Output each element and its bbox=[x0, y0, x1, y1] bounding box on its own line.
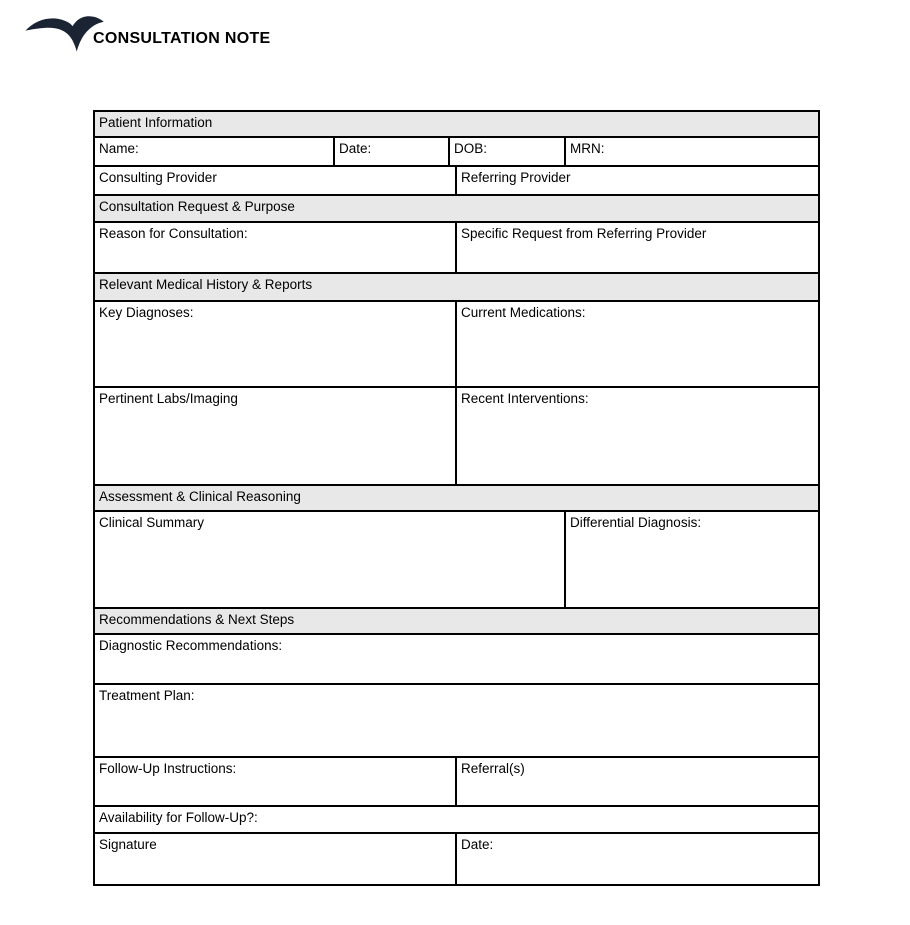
field-follow-up-instructions[interactable] bbox=[94, 757, 456, 806]
treatment-plan-label: Treatment Plan: bbox=[99, 688, 195, 703]
field-name[interactable] bbox=[94, 137, 334, 166]
name-label: Name: bbox=[99, 141, 139, 156]
field-consulting-provider[interactable] bbox=[94, 166, 456, 195]
diagnostic-recommendations-label: Diagnostic Recommendations: bbox=[99, 638, 283, 653]
field-differential-diagnosis[interactable] bbox=[565, 511, 819, 608]
field-availability-follow-up[interactable] bbox=[94, 806, 819, 833]
field-key-diagnoses[interactable] bbox=[94, 301, 456, 387]
field-treatment-plan[interactable] bbox=[94, 684, 819, 757]
clinical-summary-label: Clinical Summary bbox=[99, 515, 205, 530]
section-header-patient-information bbox=[94, 111, 819, 137]
current-medications-label: Current Medications: bbox=[461, 305, 586, 320]
consulting-provider-label: Consulting Provider bbox=[99, 170, 217, 185]
field-recent-interventions[interactable] bbox=[456, 387, 819, 485]
referring-provider-label: Referring Provider bbox=[461, 170, 571, 185]
field-diagnostic-recommendations[interactable] bbox=[94, 634, 819, 684]
field-date[interactable] bbox=[334, 137, 449, 166]
section-header-consultation-request bbox=[94, 195, 819, 222]
section-label: Recommendations & Next Steps bbox=[99, 612, 295, 627]
mrn-label: MRN: bbox=[570, 141, 605, 156]
signature-label: Signature bbox=[99, 837, 157, 852]
field-signature-date[interactable] bbox=[456, 833, 819, 885]
referrals-label: Referral(s) bbox=[461, 761, 525, 776]
follow-up-instructions-label: Follow-Up Instructions: bbox=[99, 761, 237, 776]
section-label: Patient Information bbox=[99, 115, 213, 130]
consultation-form-table bbox=[93, 110, 820, 886]
field-reason-for-consultation[interactable] bbox=[94, 222, 456, 273]
key-diagnoses-label: Key Diagnoses: bbox=[99, 305, 194, 320]
differential-diagnosis-label: Differential Diagnosis: bbox=[570, 515, 702, 530]
field-referrals[interactable] bbox=[456, 757, 819, 806]
document-title: CONSULTATION NOTE bbox=[93, 30, 271, 47]
field-pertinent-labs-imaging[interactable] bbox=[94, 387, 456, 485]
field-referring-provider[interactable] bbox=[456, 166, 819, 195]
pertinent-labs-label: Pertinent Labs/Imaging bbox=[99, 391, 238, 406]
reason-label: Reason for Consultation: bbox=[99, 226, 248, 241]
section-label: Assessment & Clinical Reasoning bbox=[99, 489, 301, 504]
availability-label: Availability for Follow-Up?: bbox=[99, 810, 258, 825]
field-clinical-summary[interactable] bbox=[94, 511, 565, 608]
recent-interventions-label: Recent Interventions: bbox=[461, 391, 589, 406]
section-label: Relevant Medical History & Reports bbox=[99, 277, 313, 292]
field-signature[interactable] bbox=[94, 833, 456, 885]
section-header-recommendations bbox=[94, 608, 819, 634]
section-header-assessment bbox=[94, 485, 819, 511]
signature-date-label: Date: bbox=[461, 837, 494, 852]
dob-label: DOB: bbox=[454, 141, 488, 156]
field-specific-request[interactable] bbox=[456, 222, 819, 273]
field-mrn[interactable] bbox=[565, 137, 819, 166]
section-header-medical-history bbox=[94, 273, 819, 301]
field-dob[interactable] bbox=[449, 137, 565, 166]
section-label: Consultation Request & Purpose bbox=[99, 199, 295, 214]
specific-request-label: Specific Request from Referring Provider bbox=[461, 226, 707, 241]
date-label: Date: bbox=[339, 141, 372, 156]
field-current-medications[interactable] bbox=[456, 301, 819, 387]
